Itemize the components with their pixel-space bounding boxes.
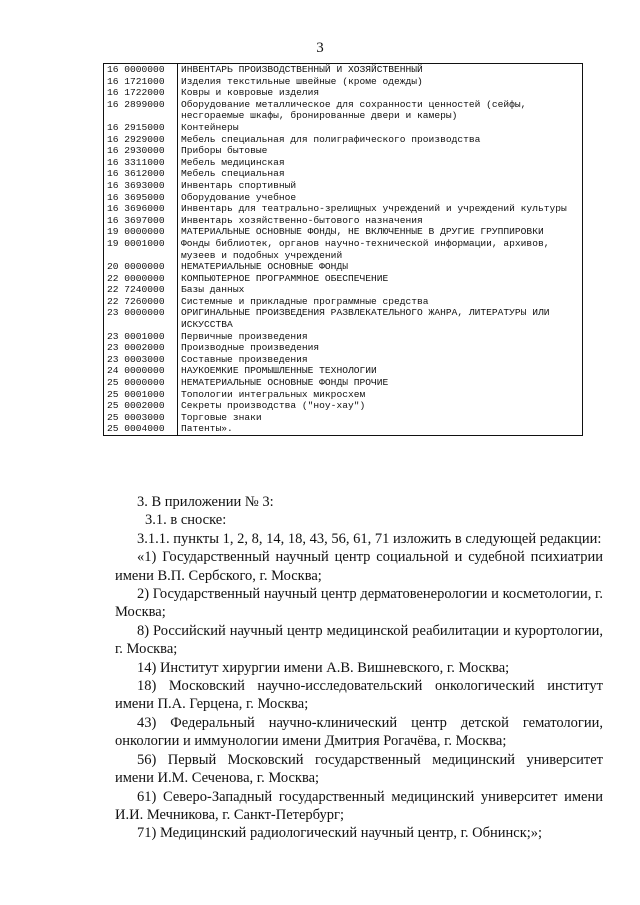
asset-code-cell: 25 0000000 (104, 377, 178, 389)
asset-name-cell: Инвентарь для театрально-зрелищных учреждений и учреждений культуры (181, 203, 567, 215)
asset-name-cell: НАУКОЕМКИЕ ПРОМЫШЛЕННЫЕ ТЕХНОЛОГИИ (181, 365, 377, 377)
asset-name-cell: Оборудование учебное (181, 191, 297, 203)
table-row (104, 215, 583, 227)
asset-name-cell: Базы данных (181, 284, 245, 296)
section-heading: 3. В приложении № 3: (137, 494, 274, 510)
asset-code-cell: 25 0001000 (104, 389, 178, 401)
asset-code-cell: 16 3693000 (104, 180, 178, 192)
table-row (104, 134, 583, 146)
table-row (104, 122, 583, 134)
table-row (104, 354, 583, 366)
table-row (104, 168, 583, 180)
asset-code-cell: 16 2915000 (104, 122, 178, 134)
asset-name-cell: Мебель медицинская (181, 156, 285, 168)
table-row (104, 365, 583, 377)
table-row (104, 192, 583, 204)
asset-name-cell: Фонды библиотек, органов научно-технической информации, архивов, музеев и подобных учреждений (181, 237, 550, 261)
table-row (104, 296, 583, 308)
asset-code-cell: 24 0000000 (104, 365, 178, 377)
asset-name-cell: Приборы бытовые (181, 145, 268, 157)
table-row (104, 377, 583, 389)
table-row (104, 99, 583, 122)
asset-name-cell: Контейнеры (181, 121, 239, 133)
asset-code-cell: 16 2929000 (104, 134, 178, 146)
footnote-subheading: 3.1. в сноске: (145, 512, 227, 529)
table-row (104, 273, 583, 285)
asset-name-cell: Мебель специальная (181, 168, 285, 180)
list-item: 61) Северо-Западный государственный медицинский университет имени И.И. Мечникова, г. Санкт-Петербург; (115, 788, 603, 823)
asset-name-cell: Топологии интегральных микросхем (181, 388, 366, 400)
asset-name-cell: Системные и прикладные программные средства (181, 295, 429, 307)
table-row (104, 423, 583, 435)
table-row (104, 87, 583, 99)
asset-code-cell: 16 3695000 (104, 192, 178, 204)
list-item: 71) Медицинский радиологический научный центр, г. Обнинск;»; (137, 825, 543, 842)
asset-name-cell: Секреты производства ("ноу-хау") (181, 400, 366, 412)
list-item: 8) Российский научный центр медицинской реабилитации и курортологии, г. Москва; (115, 622, 603, 658)
asset-code-cell: 16 3697000 (104, 215, 178, 227)
asset-name-cell: ИНВЕНТАРЬ ПРОИЗВОДСТВЕННЫЙ И ХОЗЯЙСТВЕННЫЙ (181, 64, 423, 75)
asset-name-cell: Инвентарь спортивный (181, 179, 297, 191)
asset-code-cell: 25 0002000 (104, 400, 178, 412)
asset-code-cell: 23 0001000 (104, 331, 178, 343)
list-item: 43) Федеральный научно-клинический центр детской гематологии, онкологии и иммунологии имени Дмитрия Рогачёва, г. Москва; (115, 714, 603, 750)
asset-code-cell: 19 0000000 (104, 226, 178, 238)
asset-name-cell: НЕМАТЕРИАЛЬНЫЕ ОСНОВНЫЕ ФОНДЫ (181, 261, 348, 273)
asset-name-cell: Патенты». (181, 423, 233, 435)
asset-code-cell: 23 0003000 (104, 354, 178, 366)
list-item: 56) Первый Московский государственный медицинский университет имени И.М. Сеченова, г. Москва; (115, 751, 603, 787)
asset-code-cell: 23 0000000 (104, 307, 178, 330)
asset-name-cell: Ковры и ковровые изделия (181, 87, 320, 99)
intro-paragraph: 3.1.1. пункты 1, 2, 8, 14, 18, 43, 56, 61, 71 изложить в следующей редакции: (137, 530, 602, 547)
asset-code-cell: 16 1722000 (104, 87, 178, 99)
asset-name-cell: Мебель специальная для полиграфического производства (181, 133, 481, 145)
asset-name-cell: МАТЕРИАЛЬНЫЕ ОСНОВНЫЕ ФОНДЫ, НЕ ВКЛЮЧЕННЫЕ В ДРУГИЕ ГРУППИРОВКИ (181, 226, 544, 238)
asset-name-cell: Производные произведения (181, 342, 320, 354)
asset-code-cell: 16 3311000 (104, 157, 178, 169)
asset-code-cell: 23 0002000 (104, 342, 178, 354)
table-row (104, 157, 583, 169)
table-row (104, 342, 583, 354)
asset-code-cell: 16 3612000 (104, 168, 178, 180)
list-item: 14) Институт хирургии имени А.В. Вишневского, г. Москва; (137, 659, 510, 676)
asset-code-cell: 22 7260000 (104, 296, 178, 308)
page-number: 3 (316, 40, 324, 56)
table-row (104, 261, 583, 273)
table-row (104, 400, 583, 412)
list-item: «1) Государственный научный центр социальной и судебной психиатрии имени В.П. Сербского, г. Москва; (115, 549, 603, 584)
table-row (104, 331, 583, 343)
table-row (104, 412, 583, 424)
table-row (104, 284, 583, 296)
asset-name-cell: Составные произведения (181, 353, 308, 365)
table-row (104, 238, 583, 261)
asset-name-cell: Торговые знаки (181, 411, 262, 423)
table-row (104, 180, 583, 192)
asset-name-cell: ОРИГИНАЛЬНЫЕ ПРОИЗВЕДЕНИЯ РАЗВЛЕКАТЕЛЬНОГО ЖАНРА, ЛИТЕРАТУРЫ ИЛИ ИСКУССТВА (181, 307, 550, 331)
asset-code-cell: 19 0001000 (104, 238, 178, 261)
asset-code-cell: 25 0004000 (104, 423, 178, 435)
asset-code-cell: 25 0003000 (104, 412, 178, 424)
asset-code-cell: 16 0000000 (104, 64, 178, 76)
asset-code-cell: 20 0000000 (104, 261, 178, 273)
table-body (104, 64, 583, 436)
asset-name-cell: Оборудование металлическое для сохранности ценностей (сейфы, несгораемые шкафы, бронированные двери и камеры) (181, 98, 527, 122)
asset-code-cell: 16 2899000 (104, 99, 178, 122)
list-item: 18) Московский научно-исследовательский онкологический институт имени П.А. Герцена, г. Москва; (115, 678, 603, 713)
asset-name-cell: НЕМАТЕРИАЛЬНЫЕ ОСНОВНЫЕ ФОНДЫ ПРОЧИЕ (181, 377, 389, 389)
table-row (104, 203, 583, 215)
asset-name-cell: Инвентарь хозяйственно-бытового назначения (181, 214, 423, 226)
asset-codes-table (103, 63, 583, 436)
table-row (104, 389, 583, 401)
asset-code-cell: 22 7240000 (104, 284, 178, 296)
list-item: 2) Государственный научный центр дерматовенерологии и косметологии, г. Москва; (115, 586, 603, 621)
asset-code-cell: 22 0000000 (104, 273, 178, 285)
asset-name-cell: Первичные произведения (181, 330, 308, 342)
table-row (104, 76, 583, 88)
asset-name-cell: КОМПЬЮТЕРНОЕ ПРОГРАММНОЕ ОБЕСПЕЧЕНИЕ (181, 272, 389, 284)
amendment-text (115, 493, 603, 843)
table-row (104, 307, 583, 330)
table-row (104, 226, 583, 238)
asset-code-cell: 16 1721000 (104, 76, 178, 88)
asset-code-cell: 16 2930000 (104, 145, 178, 157)
asset-name-cell: Изделия текстильные швейные (кроме одежды) (181, 75, 423, 87)
asset-code-cell: 16 3696000 (104, 203, 178, 215)
table-row (104, 64, 583, 76)
table-row (104, 145, 583, 157)
